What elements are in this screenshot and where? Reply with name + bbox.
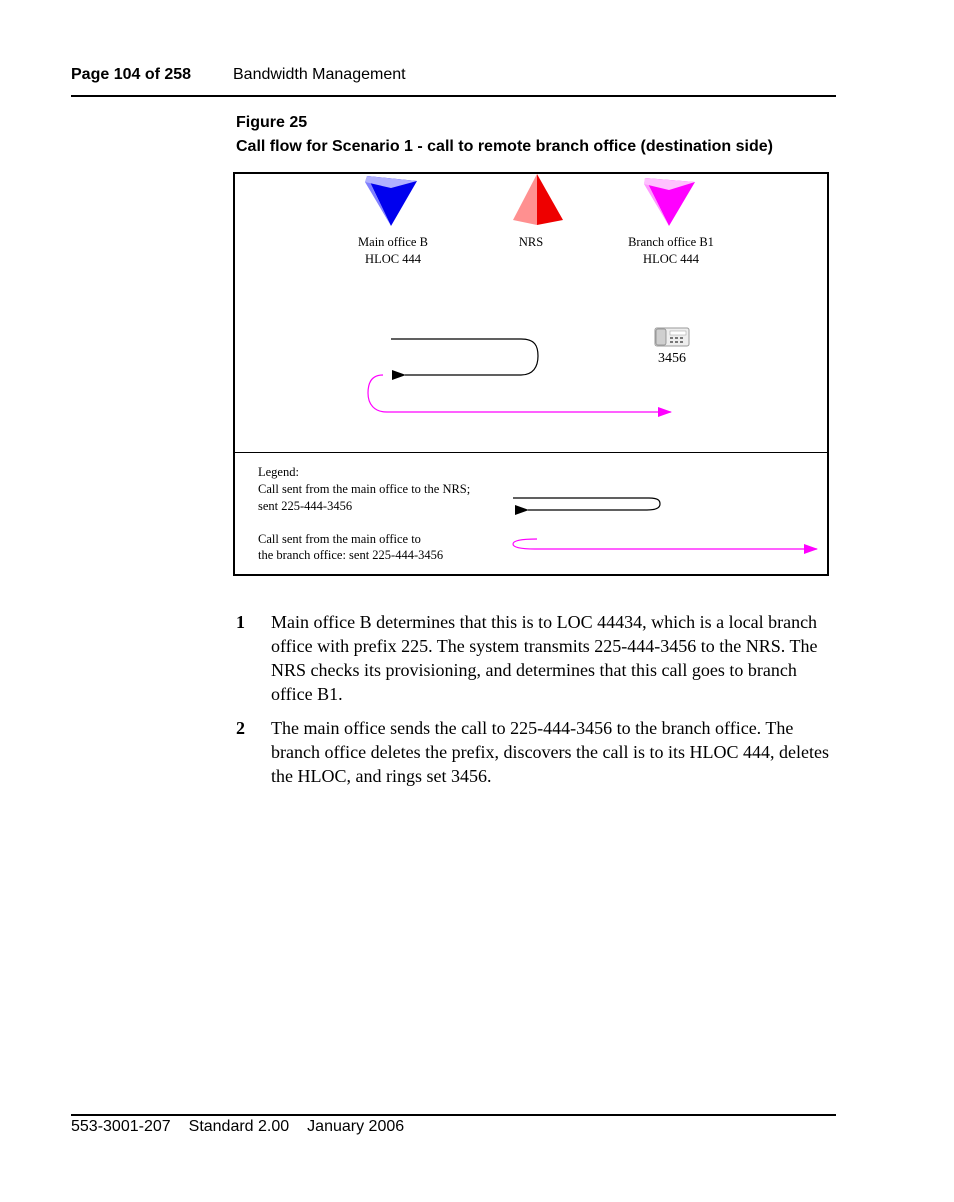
step-number: 1 (236, 612, 245, 632)
step-number: 2 (236, 718, 245, 738)
main-office-hloc: HLOC 444 (365, 252, 421, 266)
step-text: The main office sends the call to 225-444-3456 to the branch office. The branch office deletes the prefix, discovers the call is to its HLOC 444, deletes the HLOC, and rings set 3456. (271, 718, 829, 786)
figure-title: Call flow for Scenario 1 - call to remote branch office (destination side) (236, 138, 773, 155)
main-office-icon (365, 176, 417, 226)
main-office-label (333, 234, 453, 268)
doc-number: 553-3001-207 (71, 1118, 171, 1135)
step-text: Main office B determines that this is to LOC 44434, which is a local branch office with prefix 225. The system transmits 225-444-3456 to the NRS. The NRS checks its provisioning, and determines that this call goes to branch office B1. (271, 612, 818, 704)
legend-branch-call-line2: the branch office: sent 225-444-3456 (258, 548, 444, 562)
section-title: Bandwidth Management (233, 66, 406, 83)
branch-office-hloc: HLOC 444 (643, 252, 699, 266)
legend-branch-call-line1: Call sent from the main office to (258, 532, 421, 546)
branch-office-label (609, 234, 733, 268)
page-number: Page 104 of 258 (71, 66, 192, 83)
legend-nrs-call-line1: Call sent from the main office to the NRS; (258, 482, 471, 496)
branch-call-flow-arrow (368, 375, 671, 412)
footer (71, 1118, 422, 1136)
header-rule (71, 95, 836, 97)
step-item (236, 610, 836, 706)
branch-office-name: Branch office B1 (628, 235, 714, 249)
legend-divider (235, 452, 827, 453)
nrs-call-flow-arrow (391, 339, 538, 375)
step-item (236, 716, 836, 788)
figure-label: Figure 25 (236, 114, 308, 131)
doc-standard: Standard 2.00 (188, 1118, 290, 1135)
main-office-name: Main office B (358, 235, 428, 249)
legend-branch-call-arrow (513, 539, 817, 549)
nrs-label (501, 234, 561, 251)
nrs-name: NRS (518, 235, 544, 249)
nrs-icon (513, 174, 563, 225)
step-list (236, 610, 836, 798)
telephone-icon (655, 328, 689, 346)
phone-number: 3456 (658, 351, 686, 366)
branch-office-icon (644, 178, 695, 226)
legend-nrs-call-line2: sent 225-444-3456 (258, 499, 353, 513)
figure-diagram (233, 172, 829, 576)
legend-heading: Legend: (258, 465, 299, 479)
legend-nrs-call-arrow (513, 498, 660, 510)
footer-rule (71, 1114, 836, 1116)
doc-date: January 2006 (307, 1118, 405, 1135)
